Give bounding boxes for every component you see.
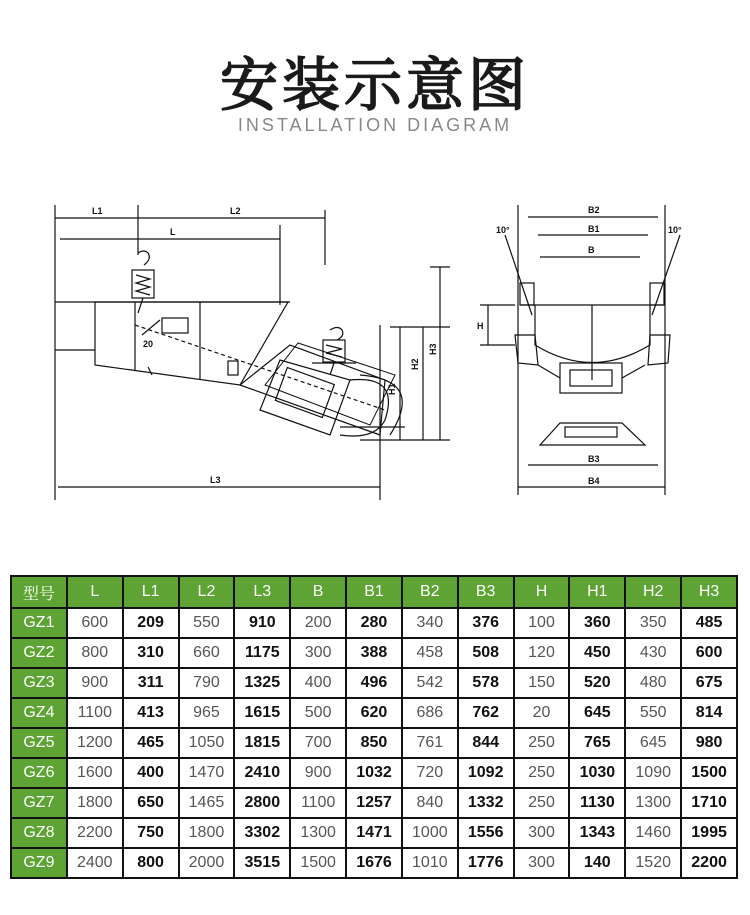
table-cell: 1520 (625, 848, 681, 878)
table-cell: 508 (458, 638, 514, 668)
table-cell: 3515 (234, 848, 290, 878)
table-cell: 520 (569, 668, 625, 698)
table-cell: 340 (402, 608, 458, 638)
table-cell: 1800 (179, 818, 235, 848)
table-cell: 980 (681, 728, 737, 758)
table-cell: 1257 (346, 788, 402, 818)
dim-label-l2: L2 (230, 206, 241, 216)
table-cell: 620 (346, 698, 402, 728)
table-cell: 660 (179, 638, 235, 668)
model-cell: GZ6 (11, 758, 67, 788)
model-cell: GZ7 (11, 788, 67, 818)
table-cell: 430 (625, 638, 681, 668)
installation-drawing (40, 195, 680, 505)
model-cell: GZ9 (11, 848, 67, 878)
table-cell: 1300 (625, 788, 681, 818)
table-cell: 311 (123, 668, 179, 698)
model-cell: GZ5 (11, 728, 67, 758)
model-cell: GZ3 (11, 668, 67, 698)
table-cell: 1500 (681, 758, 737, 788)
table-cell: 250 (514, 728, 570, 758)
table-cell: 750 (123, 818, 179, 848)
table-cell: 965 (179, 698, 235, 728)
table-cell: 350 (625, 608, 681, 638)
column-header: H3 (681, 576, 737, 608)
dim-label-h3: H3 (428, 343, 438, 355)
table-cell: 700 (290, 728, 346, 758)
column-header: L3 (234, 576, 290, 608)
table-cell: 2400 (67, 848, 123, 878)
table-cell: 1343 (569, 818, 625, 848)
table-cell: 844 (458, 728, 514, 758)
dim-label-l: L (170, 227, 176, 237)
table-cell: 800 (123, 848, 179, 878)
table-row (11, 608, 737, 638)
table-cell: 413 (123, 698, 179, 728)
table-cell: 500 (290, 698, 346, 728)
angle-label: 20 (143, 339, 154, 349)
table-cell: 762 (458, 698, 514, 728)
dim-label-b2: B2 (588, 205, 600, 215)
table-cell: 1100 (67, 698, 123, 728)
table-cell: 900 (290, 758, 346, 788)
table-cell: 388 (346, 638, 402, 668)
table-cell: 1100 (290, 788, 346, 818)
dim-label-b3: B3 (588, 454, 600, 464)
table-cell: 250 (514, 788, 570, 818)
table-cell: 1710 (681, 788, 737, 818)
table-cell: 1300 (290, 818, 346, 848)
table-cell: 1465 (179, 788, 235, 818)
table-cell: 376 (458, 608, 514, 638)
table-cell: 900 (67, 668, 123, 698)
angle-label-left: 10° (496, 225, 510, 235)
table-cell: 496 (346, 668, 402, 698)
column-header: L1 (123, 576, 179, 608)
table-cell: 1032 (346, 758, 402, 788)
column-header: B (290, 576, 346, 608)
column-header: B3 (458, 576, 514, 608)
table-cell: 3302 (234, 818, 290, 848)
table-cell: 761 (402, 728, 458, 758)
table-cell: 310 (123, 638, 179, 668)
table-row (11, 728, 737, 758)
table-cell: 1470 (179, 758, 235, 788)
table-row (11, 788, 737, 818)
table-cell: 840 (402, 788, 458, 818)
table-cell: 1800 (67, 788, 123, 818)
table-cell: 458 (402, 638, 458, 668)
table-cell: 1030 (569, 758, 625, 788)
table-cell: 1600 (67, 758, 123, 788)
table-cell: 1500 (290, 848, 346, 878)
table-cell: 300 (514, 848, 570, 878)
table-cell: 1332 (458, 788, 514, 818)
column-header: 型号 (11, 576, 67, 608)
dim-label-h2: H2 (410, 358, 420, 370)
dim-label-b1: B1 (588, 224, 600, 234)
table-cell: 20 (514, 698, 570, 728)
table-cell: 200 (290, 608, 346, 638)
table-cell: 1000 (402, 818, 458, 848)
table-row (11, 758, 737, 788)
table-cell: 550 (179, 608, 235, 638)
table-cell: 645 (625, 728, 681, 758)
table-cell: 600 (681, 638, 737, 668)
page-title: 安装示意图 (219, 51, 530, 119)
table-cell: 1556 (458, 818, 514, 848)
angle-label-right: 10° (668, 225, 682, 235)
dim-label-b: B (588, 245, 595, 255)
table-cell: 2000 (179, 848, 235, 878)
table-cell: 542 (402, 668, 458, 698)
table-cell: 578 (458, 668, 514, 698)
table-cell: 300 (514, 818, 570, 848)
table-cell: 485 (681, 608, 737, 638)
column-header: H (514, 576, 570, 608)
table-cell: 650 (123, 788, 179, 818)
table-cell: 2200 (681, 848, 737, 878)
table-cell: 1050 (179, 728, 235, 758)
table-row (11, 698, 737, 728)
table-cell: 2800 (234, 788, 290, 818)
table-cell: 250 (514, 758, 570, 788)
table-cell: 360 (569, 608, 625, 638)
dim-label-l1: L1 (92, 206, 103, 216)
table-cell: 480 (625, 668, 681, 698)
table-row (11, 848, 737, 878)
table-cell: 765 (569, 728, 625, 758)
table-cell: 150 (514, 668, 570, 698)
table-cell: 790 (179, 668, 235, 698)
table-cell: 1092 (458, 758, 514, 788)
table-cell: 800 (67, 638, 123, 668)
dim-label-l3: L3 (210, 475, 221, 485)
table-cell: 910 (234, 608, 290, 638)
table-cell: 280 (346, 608, 402, 638)
table-body (11, 608, 737, 878)
column-header: H2 (625, 576, 681, 608)
table-cell: 300 (290, 638, 346, 668)
column-header: B2 (402, 576, 458, 608)
table-cell: 140 (569, 848, 625, 878)
table-cell: 1471 (346, 818, 402, 848)
table-cell: 1460 (625, 818, 681, 848)
table-cell: 1676 (346, 848, 402, 878)
table-cell: 450 (569, 638, 625, 668)
table-cell: 400 (123, 758, 179, 788)
table-row (11, 818, 737, 848)
table-cell: 400 (290, 668, 346, 698)
table-cell: 2200 (67, 818, 123, 848)
column-header: L (67, 576, 123, 608)
table-cell: 1995 (681, 818, 737, 848)
page-subtitle: INSTALLATION DIAGRAM (237, 115, 513, 135)
table-cell: 720 (402, 758, 458, 788)
dim-label-b4: B4 (588, 476, 600, 486)
table-cell: 1130 (569, 788, 625, 818)
table-cell: 550 (625, 698, 681, 728)
table-cell: 209 (123, 608, 179, 638)
table-header-row (11, 576, 737, 608)
column-header: B1 (346, 576, 402, 608)
table-cell: 2410 (234, 758, 290, 788)
table-cell: 645 (569, 698, 625, 728)
dim-label-h: H (477, 321, 484, 331)
table-cell: 1776 (458, 848, 514, 878)
table-cell: 465 (123, 728, 179, 758)
table-cell: 686 (402, 698, 458, 728)
table-cell: 1090 (625, 758, 681, 788)
table-cell: 100 (514, 608, 570, 638)
table-cell: 1615 (234, 698, 290, 728)
spec-table (10, 575, 738, 879)
table-cell: 1325 (234, 668, 290, 698)
table-row (11, 638, 737, 668)
column-header: L2 (179, 576, 235, 608)
table-cell: 850 (346, 728, 402, 758)
table-cell: 1175 (234, 638, 290, 668)
table-cell: 600 (67, 608, 123, 638)
table-cell: 120 (514, 638, 570, 668)
table-cell: 1010 (402, 848, 458, 878)
column-header: H1 (569, 576, 625, 608)
dim-label-h1: H1 (387, 383, 397, 395)
model-cell: GZ2 (11, 638, 67, 668)
table-cell: 1200 (67, 728, 123, 758)
model-cell: GZ8 (11, 818, 67, 848)
table-cell: 675 (681, 668, 737, 698)
table-cell: 814 (681, 698, 737, 728)
model-cell: GZ4 (11, 698, 67, 728)
table-row (11, 668, 737, 698)
model-cell: GZ1 (11, 608, 67, 638)
table-cell: 1815 (234, 728, 290, 758)
